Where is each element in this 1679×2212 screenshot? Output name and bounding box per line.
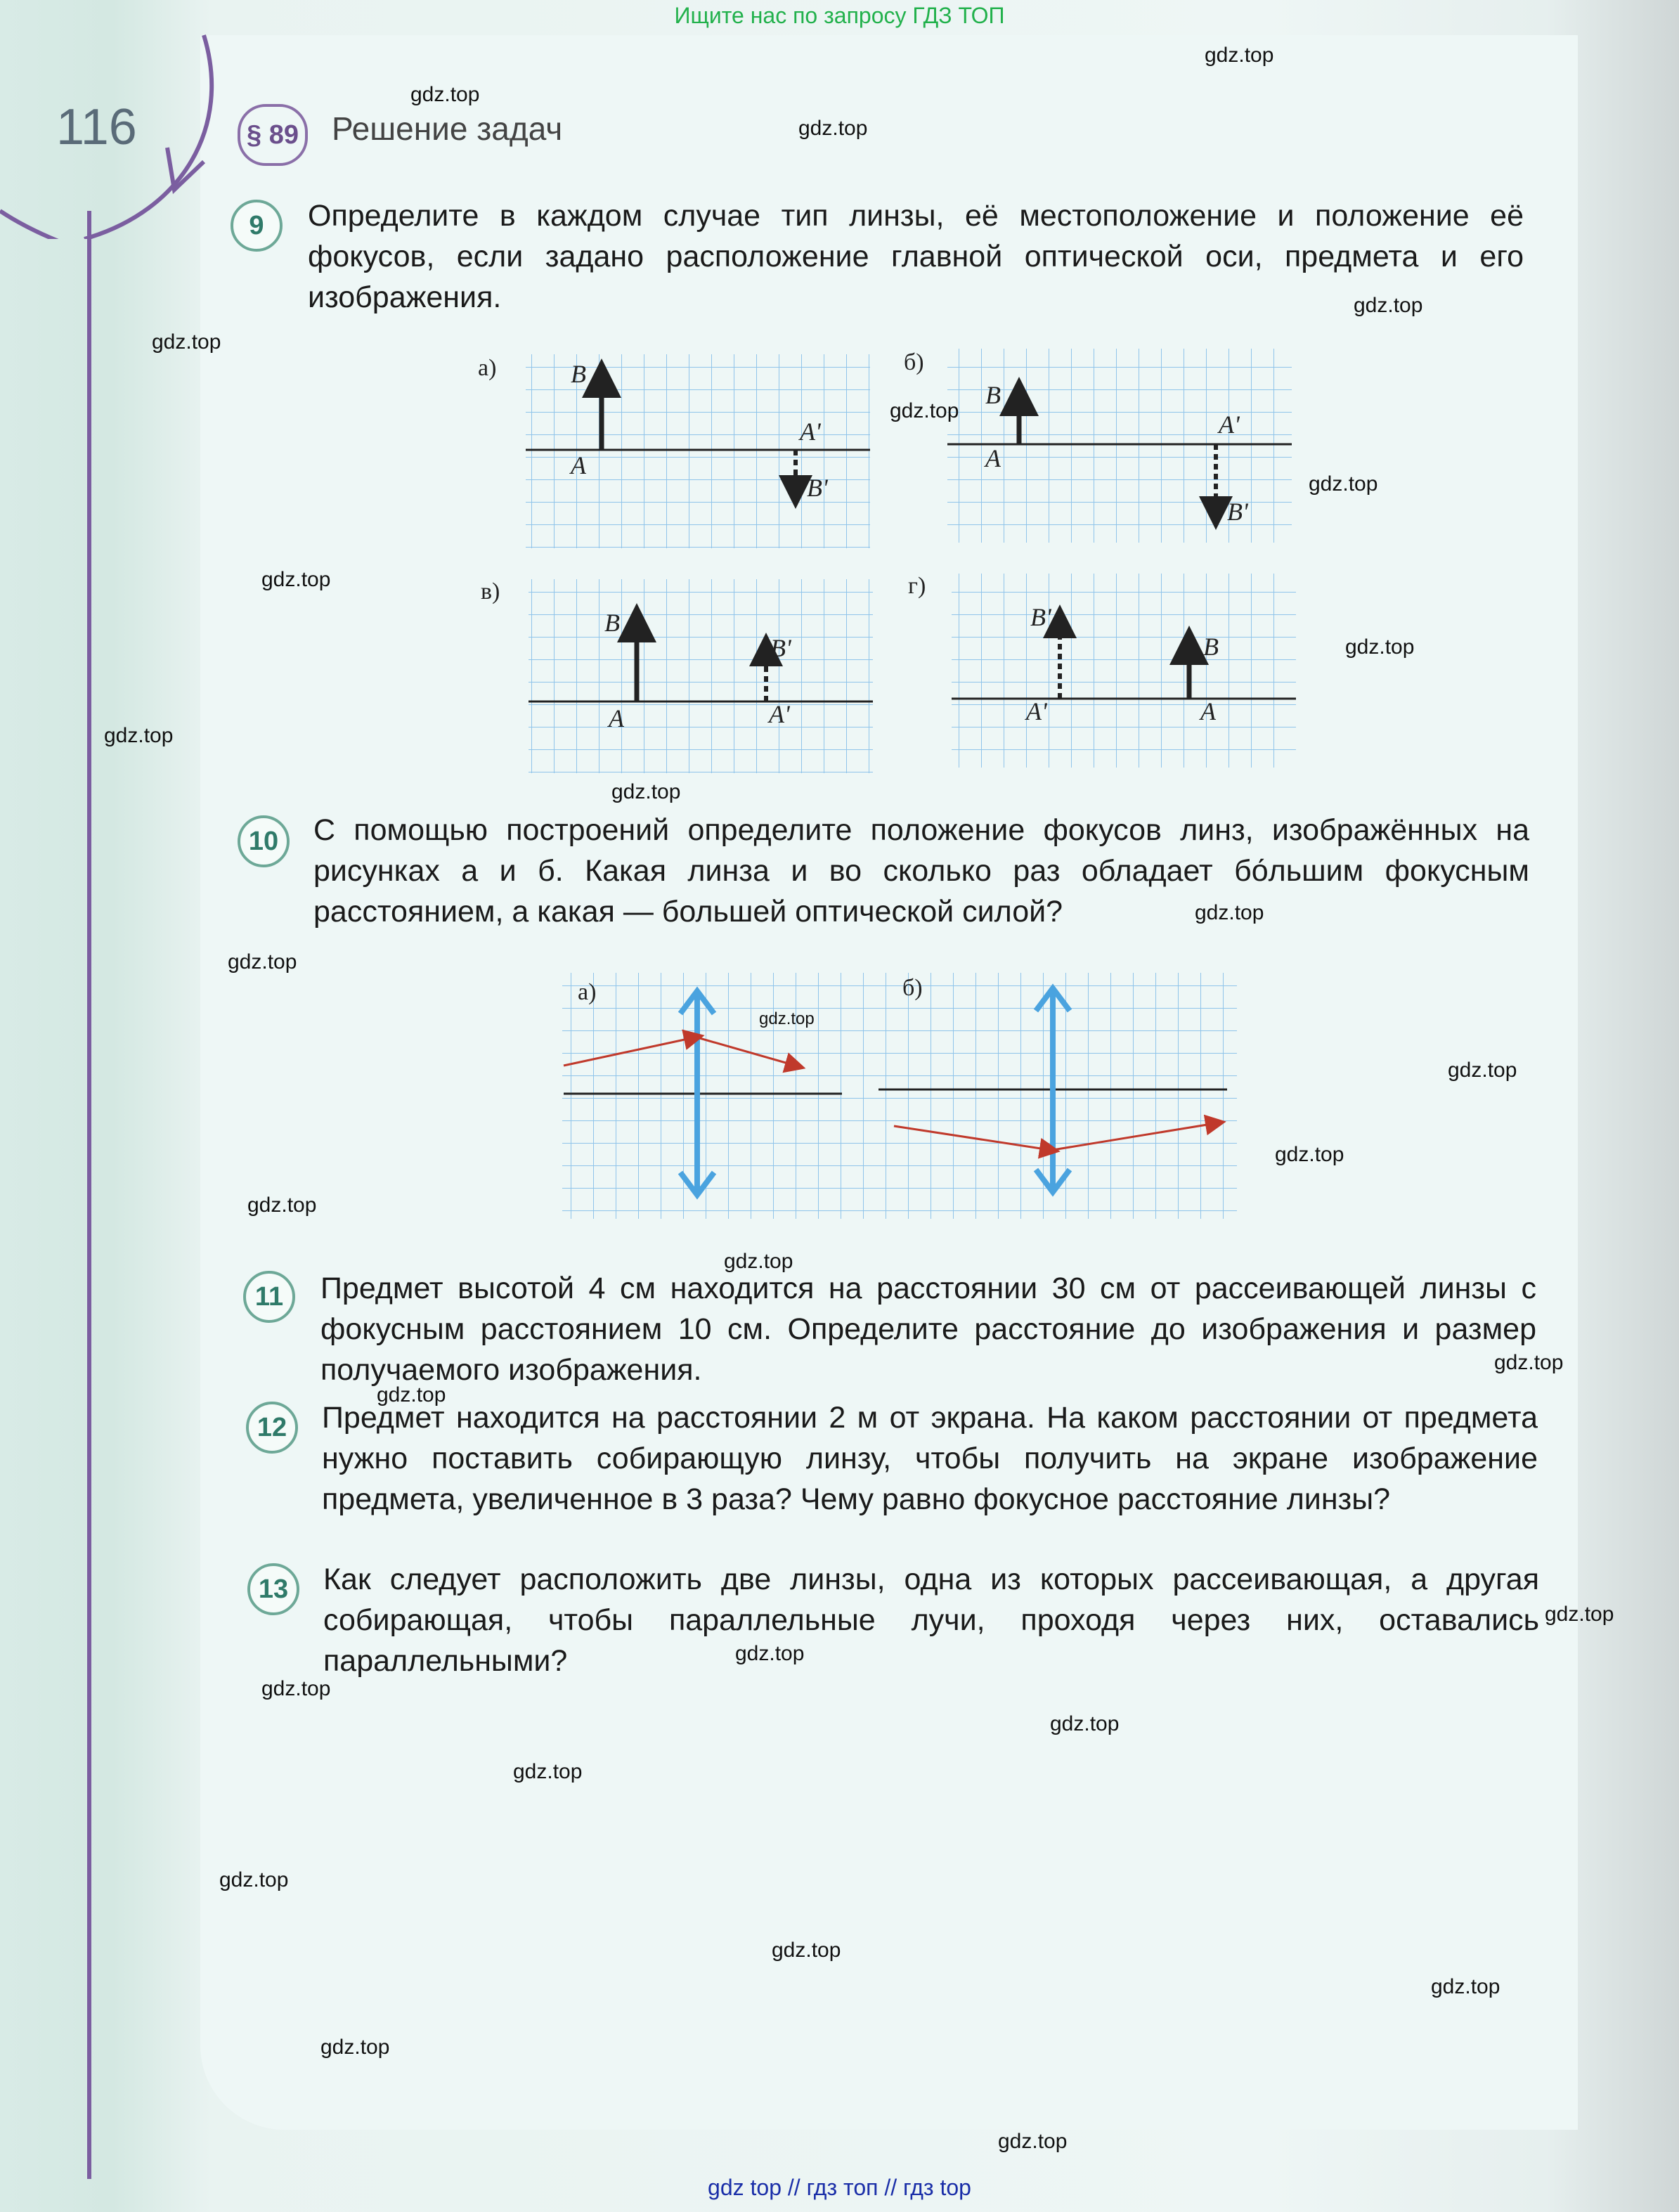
watermark: gdz.top [1195, 901, 1264, 924]
watermark: gdz.top [104, 724, 174, 747]
bottom-banner[interactable]: gdz top // гдз топ // гдз top [708, 2175, 971, 2200]
watermark: gdz.top [1448, 1059, 1517, 1082]
label-B1-9b: B' [1227, 498, 1248, 526]
watermark: gdz.top [1275, 1143, 1344, 1166]
page-number: 116 [56, 99, 137, 155]
label-A1-9v: A' [769, 700, 790, 728]
label-B-9b: B [985, 381, 1001, 409]
watermark: gdz.top [247, 1194, 317, 1217]
watermark: gdz.top [798, 117, 868, 140]
panel-10a-label: а) [578, 979, 597, 1005]
panel-9b-label: б) [904, 349, 924, 375]
label-A-9a: A [571, 451, 586, 479]
task-12-number: 12 [246, 1402, 298, 1454]
label-B1-9a: B' [807, 474, 828, 502]
section-title: Решение задач [332, 110, 563, 147]
watermark: gdz.top [724, 1250, 793, 1273]
watermark: gdz.top [1354, 294, 1423, 317]
grid-10 [562, 973, 1237, 1219]
section-badge: § 89 [238, 104, 308, 166]
label-B1-9v: B' [770, 634, 791, 662]
watermark: gdz.top [513, 1760, 583, 1783]
grid-9g [952, 574, 1296, 768]
watermark: gdz.top [735, 1642, 805, 1665]
watermark: gdz.top [1309, 472, 1378, 496]
panel-9b [904, 349, 1292, 543]
label-A1-9a: A' [800, 418, 821, 446]
task-9-number: 9 [231, 200, 283, 252]
label-A-9v: A [609, 704, 624, 732]
task-11-number: 11 [243, 1271, 295, 1323]
watermark: gdz.top [261, 568, 331, 591]
task-11-text: Предмет высотой 4 см находится на расстоянии 30 см от рассеивающей линзы с фокусным расстоянием 10 см. Определите расстояние до изображения и размер получаемого изображения. [320, 1272, 1536, 1387]
watermark: gdz.top [1050, 1712, 1120, 1735]
watermark: gdz.top [1431, 1975, 1500, 1998]
watermark: gdz.top [759, 1009, 815, 1028]
task-13-text: Как следует расположить две линзы, одна из которых рассеивающая, а другая собирающая, чтобы параллельные лучи, проходя через них, оставались параллельными? [323, 1563, 1539, 1678]
label-A1-9g: A' [1026, 697, 1047, 725]
watermark: gdz.top [1545, 1603, 1614, 1626]
watermark: gdz.top [320, 2036, 390, 2059]
top-banner[interactable]: Ищите нас по запросу ГДЗ ТОП [674, 3, 1005, 28]
watermark: gdz.top [772, 1939, 841, 1962]
label-B-9a: B [571, 360, 586, 388]
panel-9a [478, 354, 870, 548]
margin-vertical-line [87, 211, 91, 2179]
panel-10b-label: б) [902, 975, 923, 1001]
label-A-9b: A [985, 444, 1001, 472]
panel-9g [908, 573, 1296, 768]
panel-9g-label: г) [908, 573, 926, 599]
watermark: gdz.top [998, 2130, 1068, 2153]
watermark: gdz.top [1205, 44, 1274, 67]
grid-9v [529, 579, 873, 773]
watermark: gdz.top [1345, 635, 1415, 659]
task-9-text: Определите в каждом случае тип линзы, её местоположение и положение её фокусов, если задано расположение главной оптической оси, предмета и его изображения. [308, 199, 1524, 314]
label-B-9g: B [1203, 633, 1219, 661]
watermark: gdz.top [890, 399, 959, 422]
panel-9v-label: в) [481, 578, 500, 604]
panel-9a-label: а) [478, 355, 497, 381]
task-10-text: С помощью построений определите положение фокусов линз, изображённых на рисунках а и б. Какая линза и во сколько раз обладает бо́льшим фокусным расстоянием, а какая — большей оптической силой? [313, 813, 1529, 929]
label-B1-9g: B' [1030, 603, 1051, 631]
task-12-text: Предмет находится на расстоянии 2 м от экрана. На каком расстоянии от предмета нужно поставить собирающую линзу, чтобы получить на экране изображение предмета, увеличенное в 3 раза? Чему равно фокусное расстояние линзы? [322, 1401, 1538, 1516]
task-10-number: 10 [238, 815, 290, 867]
watermark: gdz.top [377, 1383, 446, 1406]
watermark: gdz.top [152, 330, 221, 354]
watermark: gdz.top [228, 950, 297, 974]
panel-9v [481, 578, 873, 773]
watermark: gdz.top [219, 1868, 289, 1891]
watermark: gdz.top [1494, 1351, 1564, 1374]
label-B-9v: B [604, 609, 620, 637]
label-A1-9b: A' [1219, 410, 1240, 439]
watermark: gdz.top [611, 780, 681, 803]
watermark: gdz.top [261, 1677, 331, 1700]
task-13-number: 13 [247, 1563, 299, 1615]
watermark: gdz.top [410, 83, 480, 106]
figure-10 [548, 963, 1244, 1230]
label-A-9g: A [1200, 697, 1216, 725]
